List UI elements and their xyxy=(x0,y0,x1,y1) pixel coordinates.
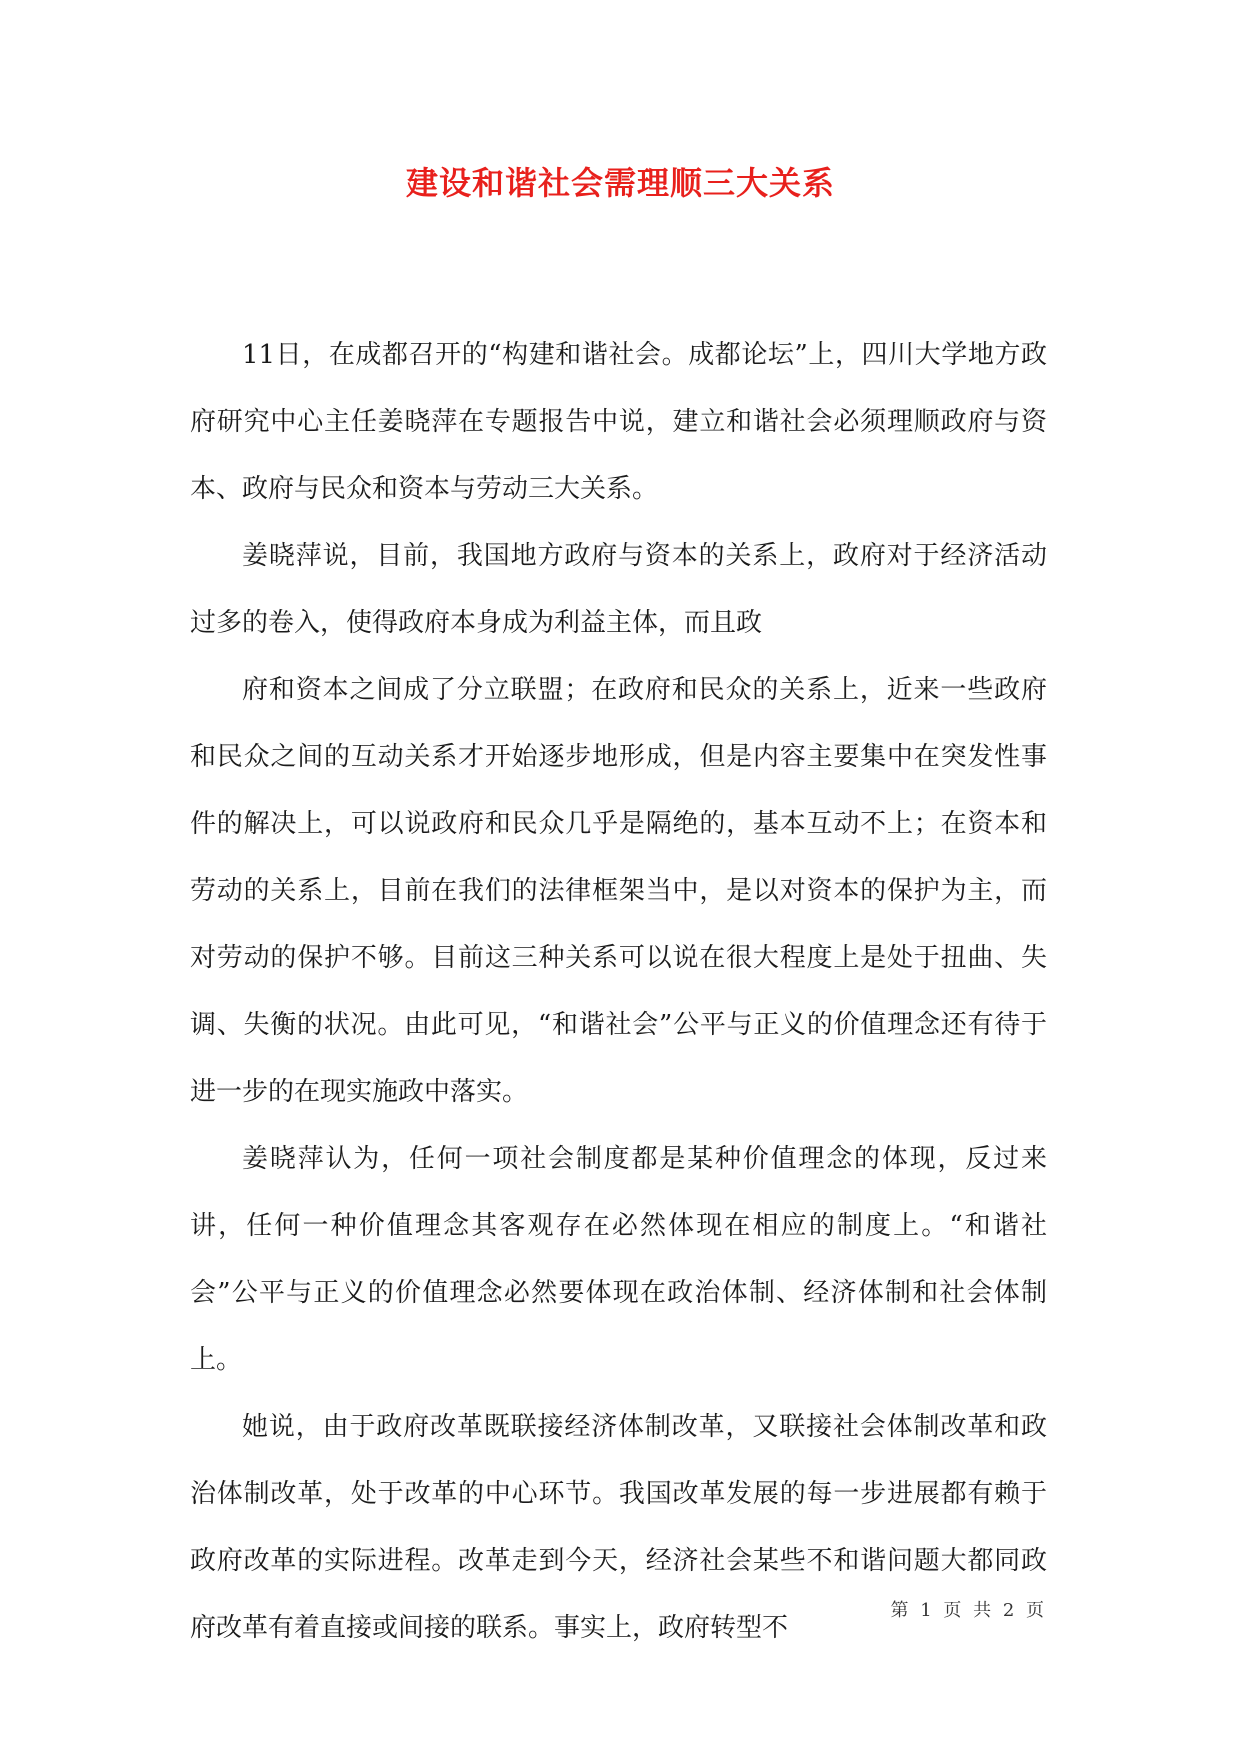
paragraph-5: 她说，由于政府改革既联接经济体制改革，又联接社会体制改革和政治体制改革，处于改革的中心环节。我国改革发展的每一步进展都有赖于政府改革的实际进程。改革走到今天，经济社会某些不和谐问题大都同政府改革有着直接或间接的联系。事实上，政府转型不 xyxy=(190,1412,1047,1643)
page-number: 第 1 页 共 2 页 xyxy=(890,1600,1047,1621)
document-title: 建设和谐社会需理顺三大关系 xyxy=(405,164,835,202)
paragraph-2: 姜晓萍说，目前，我国地方政府与资本的关系上，政府对于经济活动过多的卷入，使得政府本身成为利益主体，而且政 xyxy=(190,541,1047,638)
paragraph-1: 11日，在成都召开的“构建和谐社会。成都论坛”上，四川大学地方政府研究中心主任姜晓萍在专题报告中说，建立和谐社会必须理顺政府与资本、政府与民众和资本与劳动三大关系。 xyxy=(190,340,1047,504)
document-body xyxy=(190,322,1047,1662)
paragraph-3: 府和资本之间成了分立联盟；在政府和民众的关系上，近来一些政府和民众之间的互动关系才开始逐步地形成，但是内容主要集中在突发性事件的解决上，可以说政府和民众几乎是隔绝的，基本互动不上；在资本和劳动的关系上，目前在我们的法律框架当中，是以对资本的保护为主，而对劳动的保护不够。目前这三种关系可以说在很大程度上是处于扭曲、失调、失衡的状况。由此可见，“和谐社会”公平与正义的价值理念还有待于进一步的在现实施政中落实。 xyxy=(190,675,1047,1107)
paragraph-4: 姜晓萍认为，任何一项社会制度都是某种价值理念的体现，反过来讲，任何一种价值理念其客观存在必然体现在相应的制度上。“和谐社会”公平与正义的价值理念必然要体现在政治体制、经济体制和社会体制上。 xyxy=(190,1144,1047,1375)
